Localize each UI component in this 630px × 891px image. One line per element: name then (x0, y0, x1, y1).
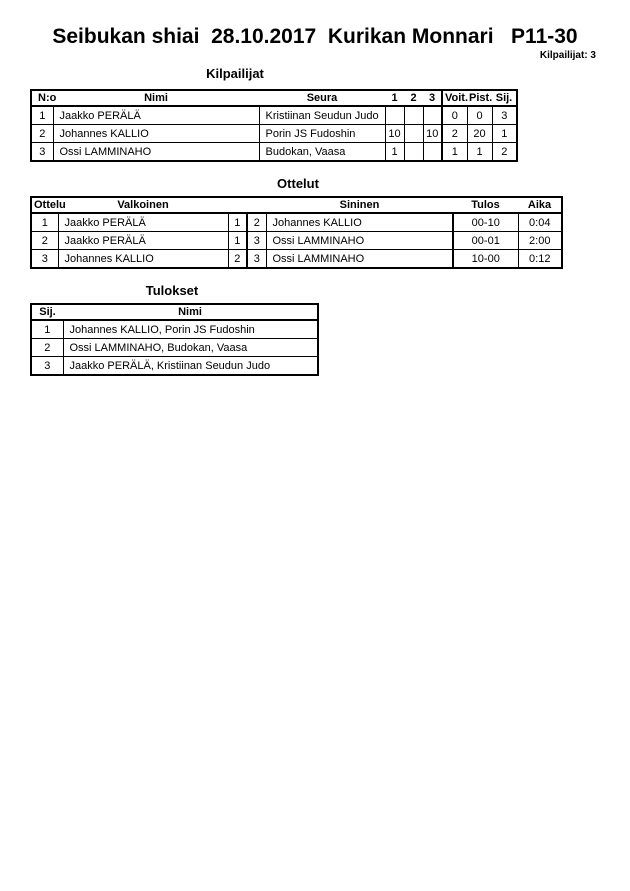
cell: Jaakko PERÄLÄ (53, 106, 259, 125)
cell: 1 (467, 143, 492, 162)
cell: Ossi LAMMINAHO (266, 250, 453, 269)
column-header (423, 90, 442, 106)
column-header (467, 90, 492, 106)
cell: 00-01 (453, 232, 518, 250)
cell: 2 (31, 125, 53, 143)
table-row (31, 143, 517, 162)
table-row (31, 125, 517, 143)
cell: 3 (247, 232, 266, 250)
table-row (31, 357, 318, 376)
cell: Kristiinan Seudun Judo (259, 106, 385, 125)
cell: Jaakko PERÄLÄ (58, 232, 228, 250)
column-header-label: Sij. (39, 306, 56, 318)
matches-table (30, 196, 563, 269)
cell: Jaakko PERÄLÄ (58, 213, 228, 232)
cell: 3 (31, 143, 53, 162)
table-row (31, 213, 562, 232)
cell (404, 106, 423, 125)
column-header (63, 304, 318, 320)
cell: 2 (31, 232, 58, 250)
column-header-label: Nimi (178, 306, 202, 318)
cell: 1 (31, 320, 63, 339)
table-row (31, 339, 318, 357)
cell: Johannes KALLIO, Porin JS Fudoshin (63, 320, 318, 339)
column-header-label: 3 (428, 92, 436, 104)
cell: 3 (31, 357, 63, 376)
cell: Ossi LAMMINAHO (53, 143, 259, 162)
column-header-label: Valkoinen (117, 199, 169, 211)
cell: 3 (31, 250, 58, 269)
header-row (31, 304, 318, 320)
competitors-section-heading: Kilpailijat (206, 66, 264, 81)
cell (385, 106, 404, 125)
cell: 1 (228, 232, 247, 250)
cell: 2 (247, 213, 266, 232)
cell: Ossi LAMMINAHO (266, 232, 453, 250)
cell: 10 (385, 125, 404, 143)
column-header-label: Seura (306, 92, 338, 104)
cell: Johannes KALLIO (266, 213, 453, 232)
cell: 20 (467, 125, 492, 143)
column-header (259, 90, 385, 106)
cell: 2 (492, 143, 517, 162)
column-header (404, 90, 423, 106)
cell: 10-00 (453, 250, 518, 269)
cell (404, 125, 423, 143)
cell: Porin JS Fudoshin (259, 125, 385, 143)
results-table (30, 303, 319, 376)
cell (423, 143, 442, 162)
cell: 2 (442, 125, 467, 143)
cell: Ossi LAMMINAHO, Budokan, Vaasa (63, 339, 318, 357)
cell: 1 (31, 213, 58, 232)
cell: 0:04 (518, 213, 562, 232)
cell: Budokan, Vaasa (259, 143, 385, 162)
column-header-label: 2 (410, 92, 417, 104)
cell: 10 (423, 125, 442, 143)
column-header (385, 90, 404, 106)
column-header (266, 197, 453, 213)
cell: 2 (31, 339, 63, 357)
cell: 1 (31, 106, 53, 125)
table-row (31, 320, 318, 339)
cell: 0:12 (518, 250, 562, 269)
cell: 3 (492, 106, 517, 125)
cell (404, 143, 423, 162)
column-header-label: Pist. (469, 92, 493, 104)
column-header (228, 197, 247, 213)
header-row (31, 90, 517, 106)
column-header (31, 197, 66, 213)
cell: 1 (228, 213, 247, 232)
cell: 0 (467, 106, 492, 125)
column-header-label: Aika (527, 199, 552, 211)
cell: 2 (228, 250, 247, 269)
matches-section-heading: Ottelut (277, 176, 319, 191)
competitors-count-label: Kilpailijat: 3 (539, 50, 596, 61)
table-row (31, 106, 517, 125)
cell: 0 (442, 106, 467, 125)
cell: Johannes KALLIO (53, 125, 259, 143)
column-header-label: Sij. (495, 92, 513, 104)
column-header (492, 90, 517, 106)
cell: 1 (385, 143, 404, 162)
column-header-label: Sininen (339, 199, 380, 211)
column-header-label: Ottelu (34, 199, 66, 211)
cell: Johannes KALLIO (58, 250, 228, 269)
competitors-table (30, 89, 518, 162)
column-header-label: Nimi (144, 92, 168, 104)
column-header (442, 90, 467, 106)
column-header-label: Tulos (471, 199, 500, 211)
table-row (31, 232, 562, 250)
column-header-label: Voit. (445, 92, 469, 104)
column-header (58, 197, 228, 213)
cell: 1 (442, 143, 467, 162)
cell: 00-10 (453, 213, 518, 232)
cell: 2:00 (518, 232, 562, 250)
page-title: Seibukan shiai 28.10.2017 Kurikan Monnari P11-30 (52, 25, 578, 48)
column-header (31, 90, 57, 106)
column-header-label: N:o (38, 92, 57, 104)
results-section-heading: Tulokset (145, 283, 199, 298)
column-header (247, 197, 266, 213)
column-header-label: 1 (391, 92, 398, 104)
column-header (453, 197, 518, 213)
cell: 1 (492, 125, 517, 143)
cell: Jaakko PERÄLÄ, Kristiinan Seudun Judo (63, 357, 318, 376)
cell (423, 106, 442, 125)
column-header (31, 304, 63, 320)
column-header (53, 90, 259, 106)
table-row (31, 250, 562, 269)
header-row (31, 197, 562, 213)
cell: 3 (247, 250, 266, 269)
column-header (518, 197, 562, 213)
